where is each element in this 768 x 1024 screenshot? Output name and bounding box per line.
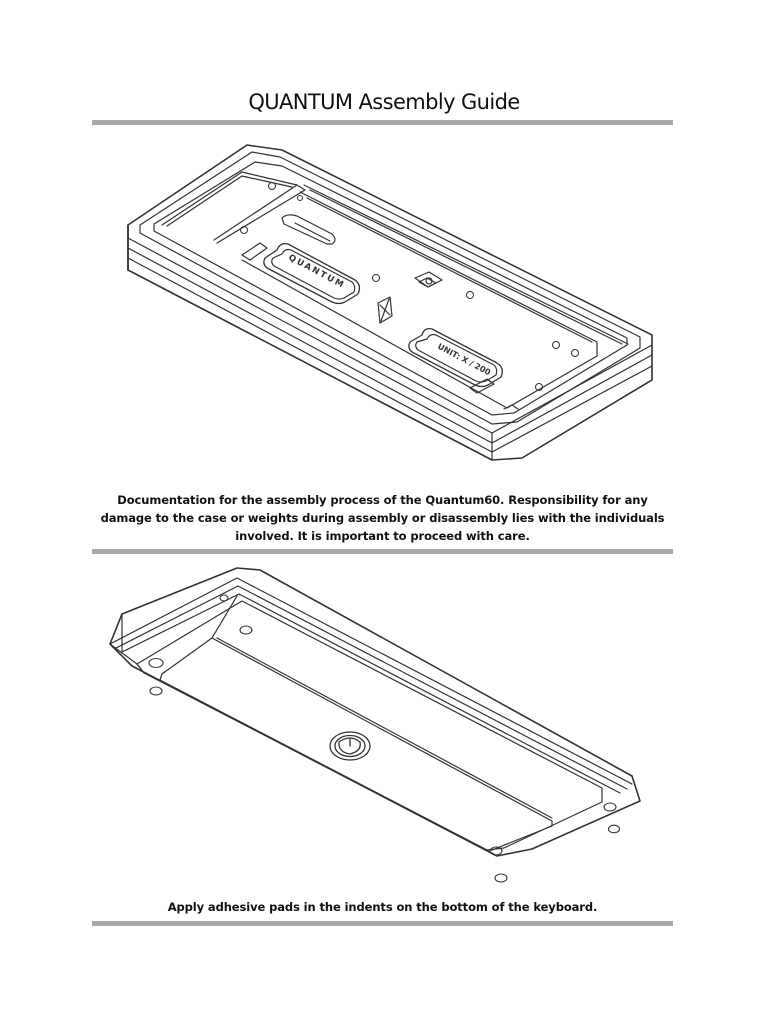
keyboard-case-top-view-drawing [92,130,673,475]
keyboard-case-bottom-view-drawing [92,556,673,896]
title-divider [92,120,673,125]
bottom-divider [92,921,673,926]
unit-label-text: UNIT: X / 200 [436,341,492,378]
quantum-logo-text: QUANTUM [286,252,347,292]
figure-1-caption: Documentation for the assembly process of the Quantum60. Responsibility for any damage to the case or weights during assembly or disassembly lies with the individuals involved. It is important to proceed with care. [100,493,665,543]
figure-2-caption: Apply adhesive pads in the indents on the bottom of the keyboard. [167,900,598,914]
page-title: QUANTUM Assembly Guide [248,90,520,114]
section-divider [92,549,673,554]
